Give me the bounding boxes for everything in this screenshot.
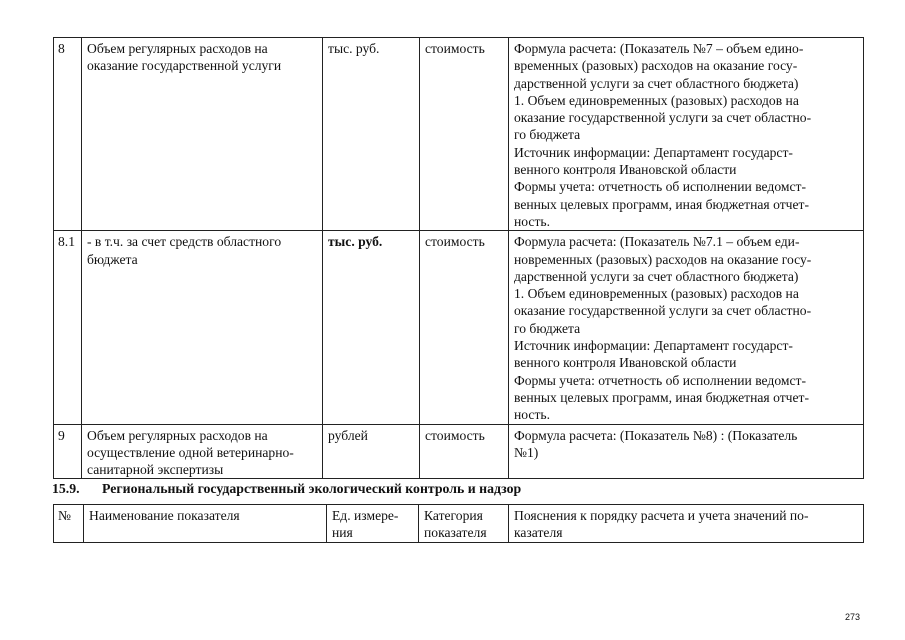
unit-cell: тыс. руб. (323, 38, 420, 231)
indicators-table (53, 37, 864, 479)
header-name: Наименование показателя (84, 505, 327, 543)
table-header-row (54, 505, 864, 543)
header-unit: Ед. измере- ния (327, 505, 419, 543)
table-row (54, 424, 864, 479)
row-number: 8.1 (54, 231, 82, 424)
section-number: 15.9. (52, 481, 80, 496)
explanation-cell: Формула расчета: (Показатель №7 – объем едино- временных (разовых) расходов на оказание госу- дарственной услуги за счет областного бюджета) 1. Объем единовременных (разовых) расходов на оказание государственной услуги за счет областно- го бюджета Источник информации: Департамент государст- венного контроля Ивановской области Формы учета: отчетность об исполнении ведомст- венных целевых программ, иная бюджетная отчет- ность. (509, 38, 864, 231)
indicator-name: Объем регулярных расходов на осуществление одной ветеринарно- санитарной экспертизы (82, 424, 323, 479)
category-cell: стоимость (420, 38, 509, 231)
table-row (54, 38, 864, 231)
page-number: 273 (845, 612, 861, 622)
header-category: Категория показателя (419, 505, 509, 543)
table-row (54, 231, 864, 424)
header-explanation: Пояснения к порядку расчета и учета значений по- казателя (509, 505, 864, 543)
explanation-cell: Формула расчета: (Показатель №8) : (Показатель №1) (509, 424, 864, 479)
section-title: Региональный государственный экологический контроль и надзор (102, 481, 522, 496)
explanation-cell: Формула расчета: (Показатель №7.1 – объем еди- новременных (разовых) расходов на оказание госу- дарственной услуги за счет областного бюджета) 1. Объем единовременных (разовых) расходов на оказание государственной услуги за счет областно- го бюджета Источник информации: Департамент государст- венного контроля Ивановской области Формы учета: отчетность об исполнении ведомст- венных целевых программ, иная бюджетная отчет- ность. (509, 231, 864, 424)
unit-cell: тыс. руб. (323, 231, 420, 424)
category-cell: стоимость (420, 231, 509, 424)
indicator-name: Объем регулярных расходов на оказание государственной услуги (82, 38, 323, 231)
section-heading (52, 481, 521, 497)
next-section-table (53, 504, 864, 543)
header-num: № (54, 505, 84, 543)
category-cell: стоимость (420, 424, 509, 479)
row-number: 8 (54, 38, 82, 231)
row-number: 9 (54, 424, 82, 479)
indicator-name: - в т.ч. за счет средств областного бюджета (82, 231, 323, 424)
unit-cell: рублей (323, 424, 420, 479)
